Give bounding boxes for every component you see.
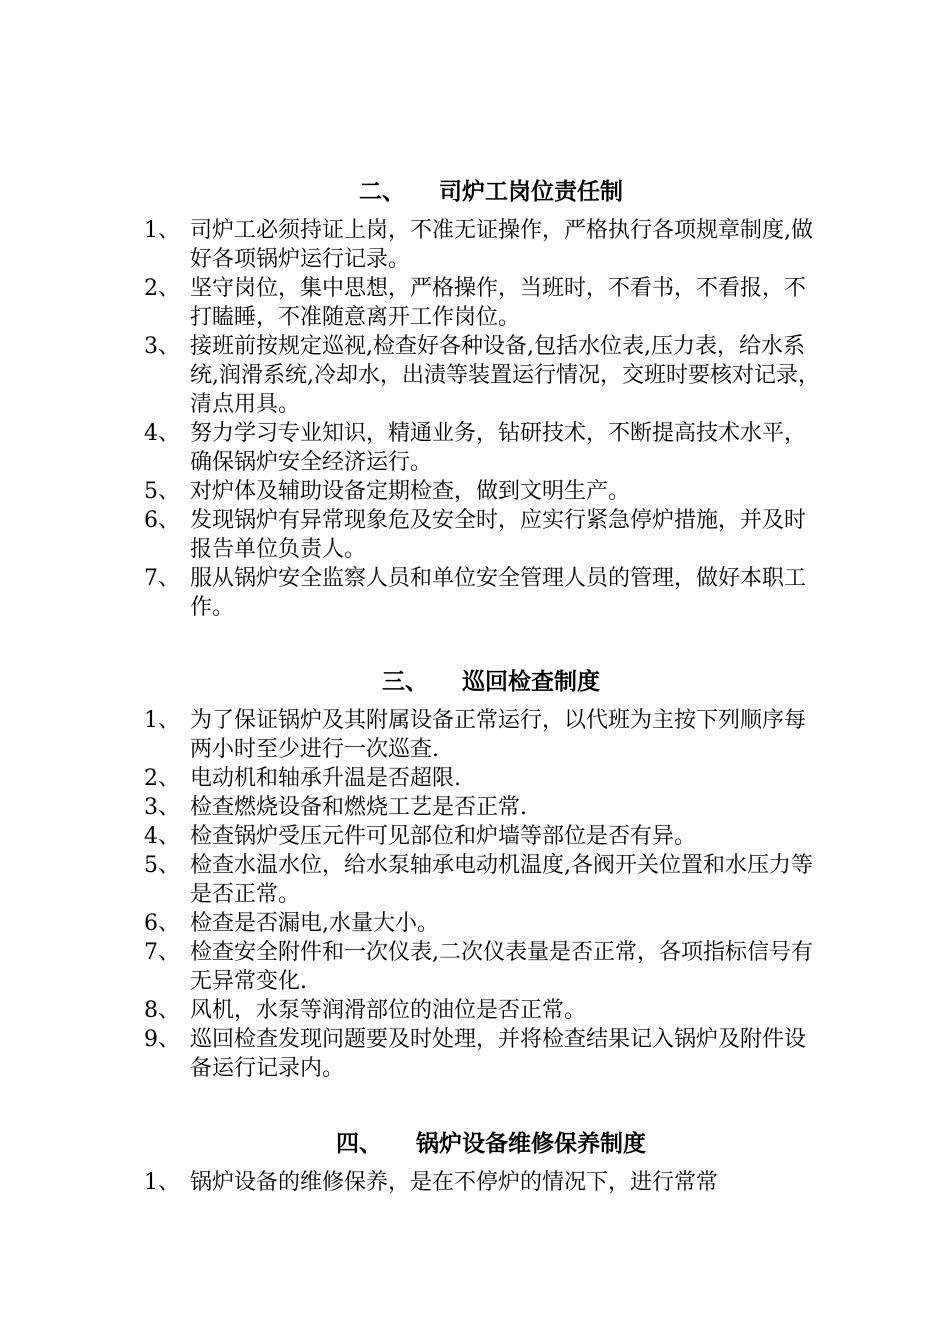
item-number: 3、 <box>144 795 180 820</box>
list-item <box>144 793 824 822</box>
item-text: 坚守岗位，集中思想，严格操作，当班时，不看书，不看报，不打瞌睡，不准随意离开工作岗位。 <box>190 276 807 330</box>
section-item-list <box>144 216 824 622</box>
list-item <box>144 851 824 909</box>
item-number: 2、 <box>144 766 180 791</box>
item-number: 6、 <box>144 508 180 533</box>
section-title: 司炉工岗位责任制 <box>439 179 624 205</box>
item-text: 巡回检查发现问题要及时处理，并将检查结果记入锅炉及附件设备运行记录内。 <box>190 1027 807 1081</box>
item-number: 5、 <box>144 479 180 504</box>
list-item <box>144 216 824 274</box>
section-number: 二、 <box>359 179 406 205</box>
list-item <box>144 1025 824 1083</box>
item-text: 检查燃烧设备和燃烧工艺是否正常. <box>190 795 527 820</box>
item-text: 风机，水泵等润滑部位的油位是否正常。 <box>190 998 587 1023</box>
item-text: 努力学习专业知识，精通业务，钻研技术，不断提高技术水平，确保锅炉安全经济运行。 <box>190 421 807 475</box>
item-number: 3、 <box>144 334 180 359</box>
list-item <box>144 938 824 996</box>
item-text: 服从锅炉安全监察人员和单位安全管理人员的管理，做好本职工作。 <box>190 566 807 620</box>
list-item <box>144 1168 824 1197</box>
section-item-list <box>144 1168 824 1197</box>
section-item-list <box>144 706 824 1083</box>
list-item <box>144 996 824 1025</box>
list-item <box>144 506 824 564</box>
item-number: 2、 <box>144 276 180 301</box>
item-text: 司炉工必须持证上岗，不准无证操作，严格执行各项规章制度,做好各项锅炉运行记录。 <box>190 218 813 272</box>
item-text: 检查是否漏电,水量大小。 <box>190 911 439 936</box>
item-number: 1、 <box>144 218 180 243</box>
section-number: 三、 <box>382 669 429 695</box>
item-number: 1、 <box>144 1170 180 1195</box>
list-item <box>144 706 824 764</box>
item-number: 8、 <box>144 998 180 1023</box>
item-text: 对炉体及辅助设备定期检查，做到文明生产。 <box>190 479 631 504</box>
item-number: 4、 <box>144 824 180 849</box>
list-item <box>144 909 824 938</box>
item-text: 接班前按规定巡视,检查好各种设备,包括水位表,压力表，给水系统,润滑系统,冷却水，出渍等装置运行情况，交班时要核对记录，清点用具。 <box>190 334 820 417</box>
list-item <box>144 564 824 622</box>
item-number: 5、 <box>144 853 180 878</box>
item-text: 检查水温水位，给水泵轴承电动机温度,各阀开关位置和水压力等是否正常。 <box>190 853 813 907</box>
item-text: 电动机和轴承升温是否超限. <box>190 766 461 791</box>
section-title: 锅炉设备维修保养制度 <box>416 1131 647 1157</box>
item-number: 6、 <box>144 911 180 936</box>
list-item <box>144 764 824 793</box>
section-title: 巡回检查制度 <box>462 669 601 695</box>
section-number: 四、 <box>336 1131 383 1157</box>
item-number: 1、 <box>144 708 180 733</box>
item-number: 7、 <box>144 566 180 591</box>
item-text: 为了保证锅炉及其附属设备正常运行，以代班为主按下列顺序每两小时至少进行一次巡查. <box>190 708 807 762</box>
item-text: 锅炉设备的维修保养，是在不停炉的情况下，进行常常 <box>190 1170 719 1195</box>
list-item <box>144 822 824 851</box>
list-item <box>144 477 824 506</box>
item-text: 检查锅炉受压元件可见部位和炉墙等部位是否有异。 <box>190 824 697 849</box>
item-number: 4、 <box>144 421 180 446</box>
list-item <box>144 274 824 332</box>
item-number: 9、 <box>144 1027 180 1052</box>
list-item <box>144 419 824 477</box>
item-text: 发现锅炉有异常现象危及安全时，应实行紧急停炉措施，并及时报告单位负责人。 <box>190 508 807 562</box>
item-number: 7、 <box>144 940 180 965</box>
item-text: 检查安全附件和一次仪表,二次仪表量是否正常，各项指标信号有无异常变化. <box>190 940 813 994</box>
list-item <box>144 332 824 419</box>
